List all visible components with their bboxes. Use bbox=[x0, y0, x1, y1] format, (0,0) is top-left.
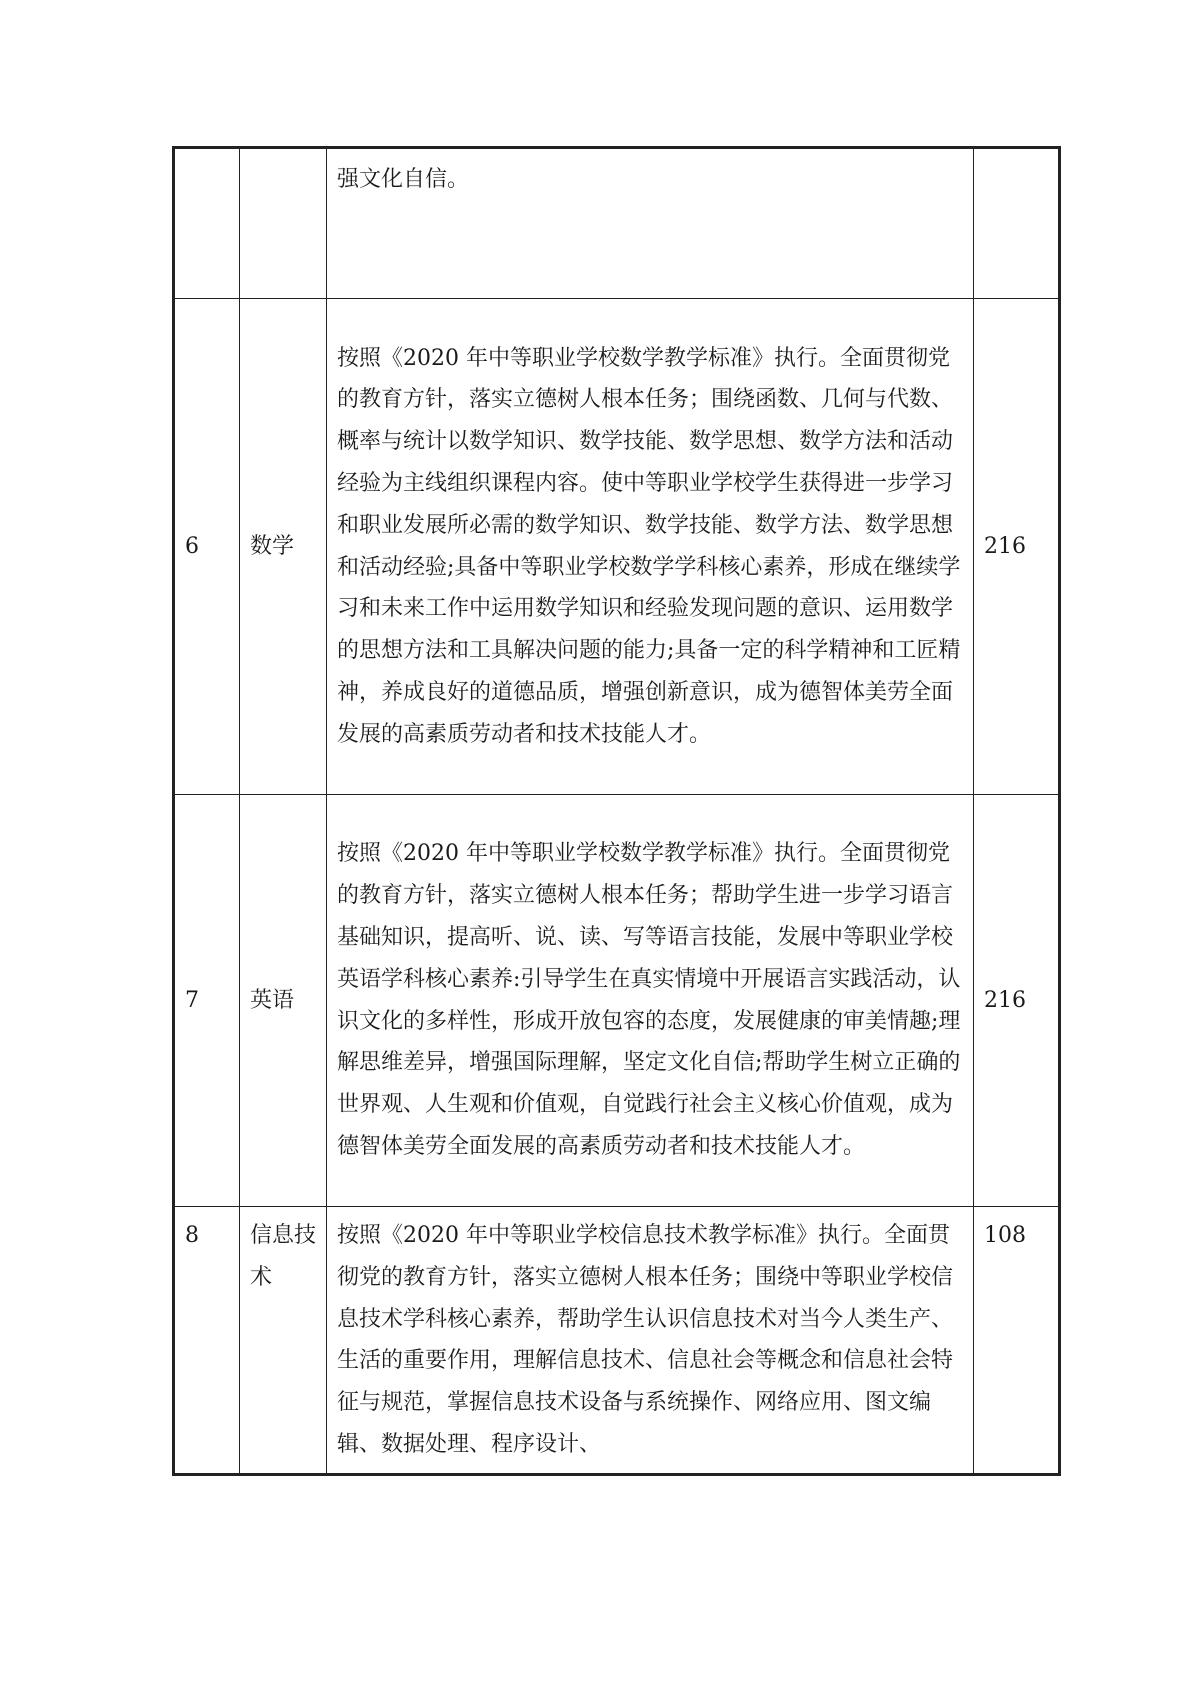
table-row bbox=[174, 299, 1060, 795]
course-name: 数学 bbox=[240, 299, 327, 795]
course-hours: 216 bbox=[974, 299, 1060, 795]
course-description: 强文化自信。 bbox=[327, 148, 974, 299]
course-name: 英语 bbox=[240, 795, 327, 1207]
course-description: 按照《2020 年中等职业学校信息技术教学标准》执行。全面贯彻党的教育方针，落实立德树人根本任务；围绕中等职业学校信息技术学科核心素养，帮助学生认识信息技术对当今人类生产、生活的重要作用，理解信息技术、信息社会等概念和信息社会特征与规范，掌握信息技术设备与系统操作、网络应用、图文编辑、数据处理、程序设计、 bbox=[327, 1207, 974, 1475]
course-name: 信息技术 bbox=[240, 1207, 327, 1475]
course-description: 按照《2020 年中等职业学校数学教学标准》执行。全面贯彻党的教育方针，落实立德树人根本任务；围绕函数、几何与代数、概率与统计以数学知识、数学技能、数学思想、数学方法和活动经验为主线组织课程内容。使中等职业学校学生获得进一步学习和职业发展所必需的数学知识、数学技能、数学方法、数学思想和活动经验;具备中等职业学校数学学科核心素养，形成在继续学习和未来工作中运用数学知识和经验发现问题的意识、运用数学的思想方法和工具解决问题的能力;具备一定的科学精神和工匠精神，养成良好的道德品质，增强创新意识，成为德智体美劳全面发展的高素质劳动者和技术技能人才。 bbox=[327, 299, 974, 795]
course-hours: 216 bbox=[974, 795, 1060, 1207]
table-row bbox=[174, 1207, 1060, 1475]
curriculum-table bbox=[172, 146, 1061, 1476]
course-hours bbox=[974, 148, 1060, 299]
course-hours: 108 bbox=[974, 1207, 1060, 1475]
table-row bbox=[174, 148, 1060, 299]
course-description: 按照《2020 年中等职业学校数学教学标准》执行。全面贯彻党的教育方针，落实立德树人根本任务；帮助学生进一步学习语言基础知识，提高听、说、读、写等语言技能，发展中等职业学校英语学科核心素养:引导学生在真实情境中开展语言实践活动，认识文化的多样性，形成开放包容的态度，发展健康的审美情趣;理解思维差异，增强国际理解，坚定文化自信;帮助学生树立正确的世界观、人生观和价值观，自觉践行社会主义核心价值观，成为德智体美劳全面发展的高素质劳动者和技术技能人才。 bbox=[327, 795, 974, 1207]
course-number: 8 bbox=[174, 1207, 240, 1475]
course-number bbox=[174, 148, 240, 299]
course-name bbox=[240, 148, 327, 299]
course-number: 6 bbox=[174, 299, 240, 795]
table-row bbox=[174, 795, 1060, 1207]
course-number: 7 bbox=[174, 795, 240, 1207]
